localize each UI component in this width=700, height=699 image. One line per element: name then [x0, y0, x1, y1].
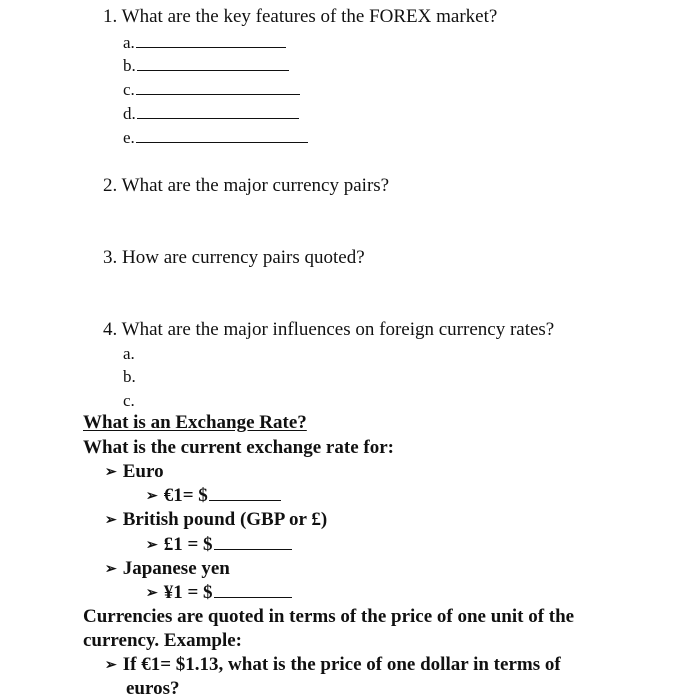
q1-answer-c: [123, 81, 300, 98]
q1-label-c: c.: [123, 80, 135, 99]
yen-rate-blank[interactable]: [214, 596, 292, 598]
question-1-text: What are the key features of the FOREX market?: [121, 6, 498, 27]
question-2-text: What are the major currency pairs?: [121, 175, 390, 196]
q1-answer-e: [123, 129, 308, 146]
euro-label: Euro: [122, 461, 164, 482]
q4-answer-b: b.: [123, 367, 136, 386]
question-1-number: 1.: [103, 6, 118, 27]
euro-item: [105, 462, 164, 481]
pound-item: [105, 510, 327, 529]
question-3-number: 3.: [103, 247, 118, 268]
arrow-bullet-icon: ➢: [105, 513, 117, 528]
question-3-text: How are currency pairs quoted?: [122, 247, 365, 268]
yen-label: Japanese yen: [122, 558, 230, 579]
q1-answer-d: [123, 105, 299, 122]
question-1: [103, 7, 497, 26]
q4-answer-a: a.: [123, 344, 135, 363]
q1-blank-a[interactable]: [136, 46, 286, 48]
pound-label: British pound (GBP or £): [122, 509, 328, 530]
quote-note-line-2: currency. Example:: [83, 630, 243, 651]
exchange-rate-subheading: What is the current exchange rate for:: [83, 437, 394, 458]
q1-blank-e[interactable]: [136, 141, 308, 143]
euro-rate-label: €1= $: [163, 485, 208, 506]
q4-answer-c: c.: [123, 391, 135, 410]
quote-note-line-1: Currencies are quoted in terms of the price of one unit of the: [83, 606, 575, 627]
question-2: [103, 176, 389, 195]
q1-answer-b: [123, 57, 289, 74]
pound-rate-item: [146, 535, 292, 554]
q1-blank-b[interactable]: [137, 69, 289, 71]
q1-label-b: b.: [123, 56, 136, 75]
question-4-number: 4.: [103, 319, 118, 340]
q1-label-a: a.: [123, 33, 135, 52]
pound-rate-label: £1 = $: [163, 534, 213, 555]
question-3: [103, 248, 365, 267]
example-line-1: If €1= $1.13, what is the price of one dollar in terms of: [122, 654, 561, 675]
q1-answer-a: [123, 34, 286, 51]
yen-rate-label: ¥1 = $: [163, 582, 213, 603]
q1-blank-d[interactable]: [137, 117, 299, 119]
question-4: [103, 320, 554, 339]
arrow-bullet-icon: ➢: [105, 465, 117, 480]
q1-blank-c[interactable]: [136, 93, 300, 95]
question-4-text: What are the major influences on foreign currency rates?: [121, 319, 555, 340]
euro-rate-item: [146, 486, 281, 505]
q1-label-e: e.: [123, 128, 135, 147]
arrow-bullet-icon: ➢: [146, 489, 158, 504]
pound-rate-blank[interactable]: [214, 548, 292, 550]
q1-label-d: d.: [123, 104, 136, 123]
arrow-bullet-icon: ➢: [146, 586, 158, 601]
yen-rate-item: [146, 583, 292, 602]
example-line-2: euros?: [126, 678, 180, 699]
euro-rate-blank[interactable]: [209, 499, 281, 501]
arrow-bullet-icon: ➢: [105, 562, 117, 577]
yen-item: [105, 559, 230, 578]
example-question: [105, 655, 561, 674]
exchange-rate-heading: What is an Exchange Rate?: [83, 412, 307, 433]
arrow-bullet-icon: ➢: [146, 538, 158, 553]
arrow-bullet-icon: ➢: [105, 658, 117, 673]
question-2-number: 2.: [103, 175, 118, 196]
